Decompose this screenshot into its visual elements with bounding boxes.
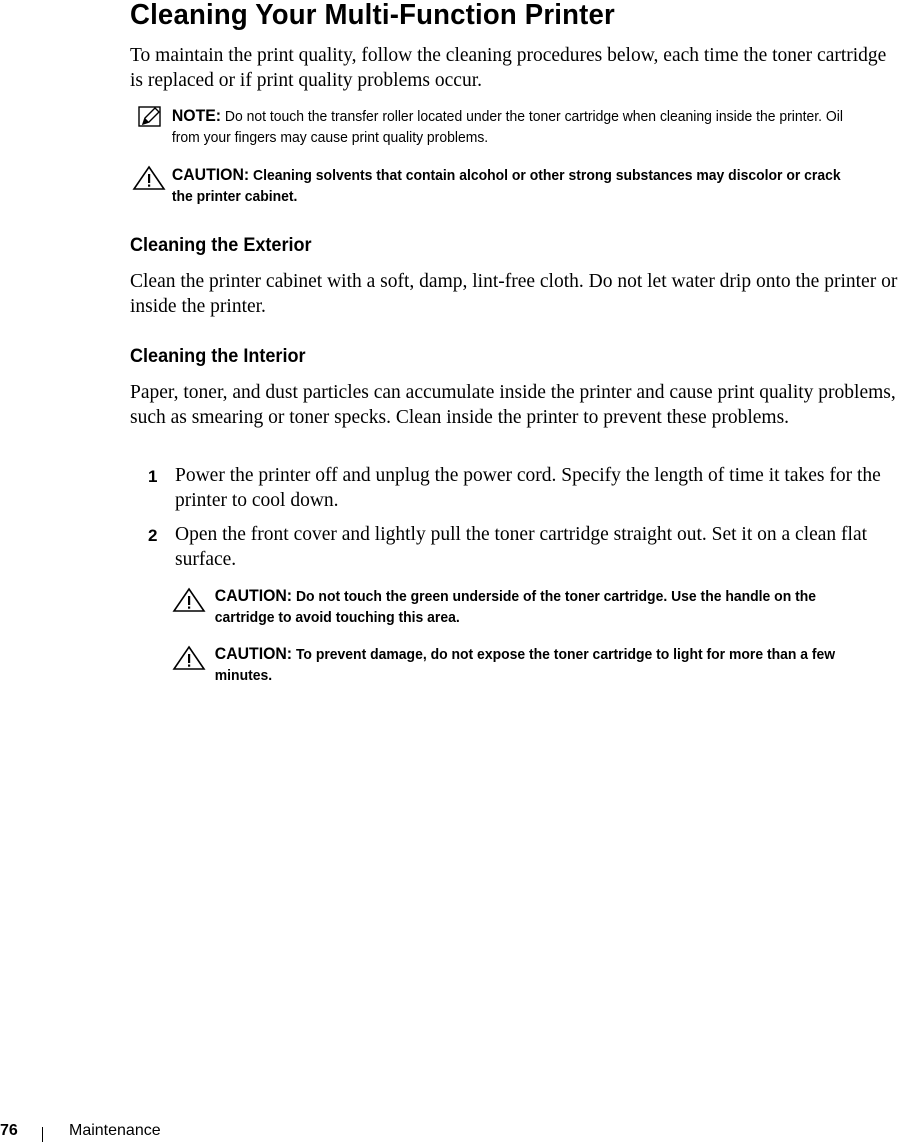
caution-box (172, 643, 913, 686)
interior-paragraph: Paper, toner, and dust particles can accumulate inside the printer and cause print quality problems, such as smearing or toner specks. Clean inside the printer to prevent these problems. (130, 382, 896, 428)
note-text: Do not touch the transfer roller located under the toner cartridge when cleaning inside the printer. Oil from your fingers may cause print quality problems. (171, 108, 843, 146)
page-title: Cleaning Your Multi-Function Printer (130, 0, 615, 31)
interior-heading: Cleaning the Interior (130, 346, 306, 367)
footer-divider (42, 1127, 43, 1142)
page-number: 76 (0, 1122, 18, 1139)
caution-label: CAUTION: (171, 165, 250, 184)
caution-label: CAUTION: (214, 586, 293, 605)
footer-section-name: Maintenance (69, 1122, 161, 1139)
page-footer (0, 1120, 400, 1142)
exterior-heading: Cleaning the Exterior (130, 235, 312, 256)
caution-text: To prevent damage, do not expose the toner cartridge to light for more than a few minutes. (214, 646, 836, 684)
exterior-paragraph: Clean the printer cabinet with a soft, damp, lint-free cloth. Do not let water drip onto the printer or inside the printer. (130, 271, 898, 317)
note-label: NOTE: (171, 106, 222, 125)
note-box (130, 105, 913, 148)
step-number: 2 (148, 526, 158, 545)
caution-box (130, 164, 913, 207)
step-number: 1 (148, 467, 158, 486)
caution-text: Cleaning solvents that contain alcohol or other strong substances may discolor or crack the printer cabinet. (171, 167, 841, 205)
caution-box (172, 585, 913, 628)
step-text: Open the front cover and lightly pull the toner cartridge straight out. Set it on a clean flat surface. (175, 524, 868, 570)
step-text: Power the printer off and unplug the power cord. Specify the length of time it takes for the printer to cool down. (175, 465, 881, 511)
caution-label: CAUTION: (214, 644, 293, 663)
intro-paragraph: To maintain the print quality, follow the cleaning procedures below, each time the toner cartridge is replaced or if print quality problems occur. (130, 45, 887, 91)
caution-text: Do not touch the green underside of the toner cartridge. Use the handle on the cartridge to avoid touching this area. (214, 588, 817, 626)
